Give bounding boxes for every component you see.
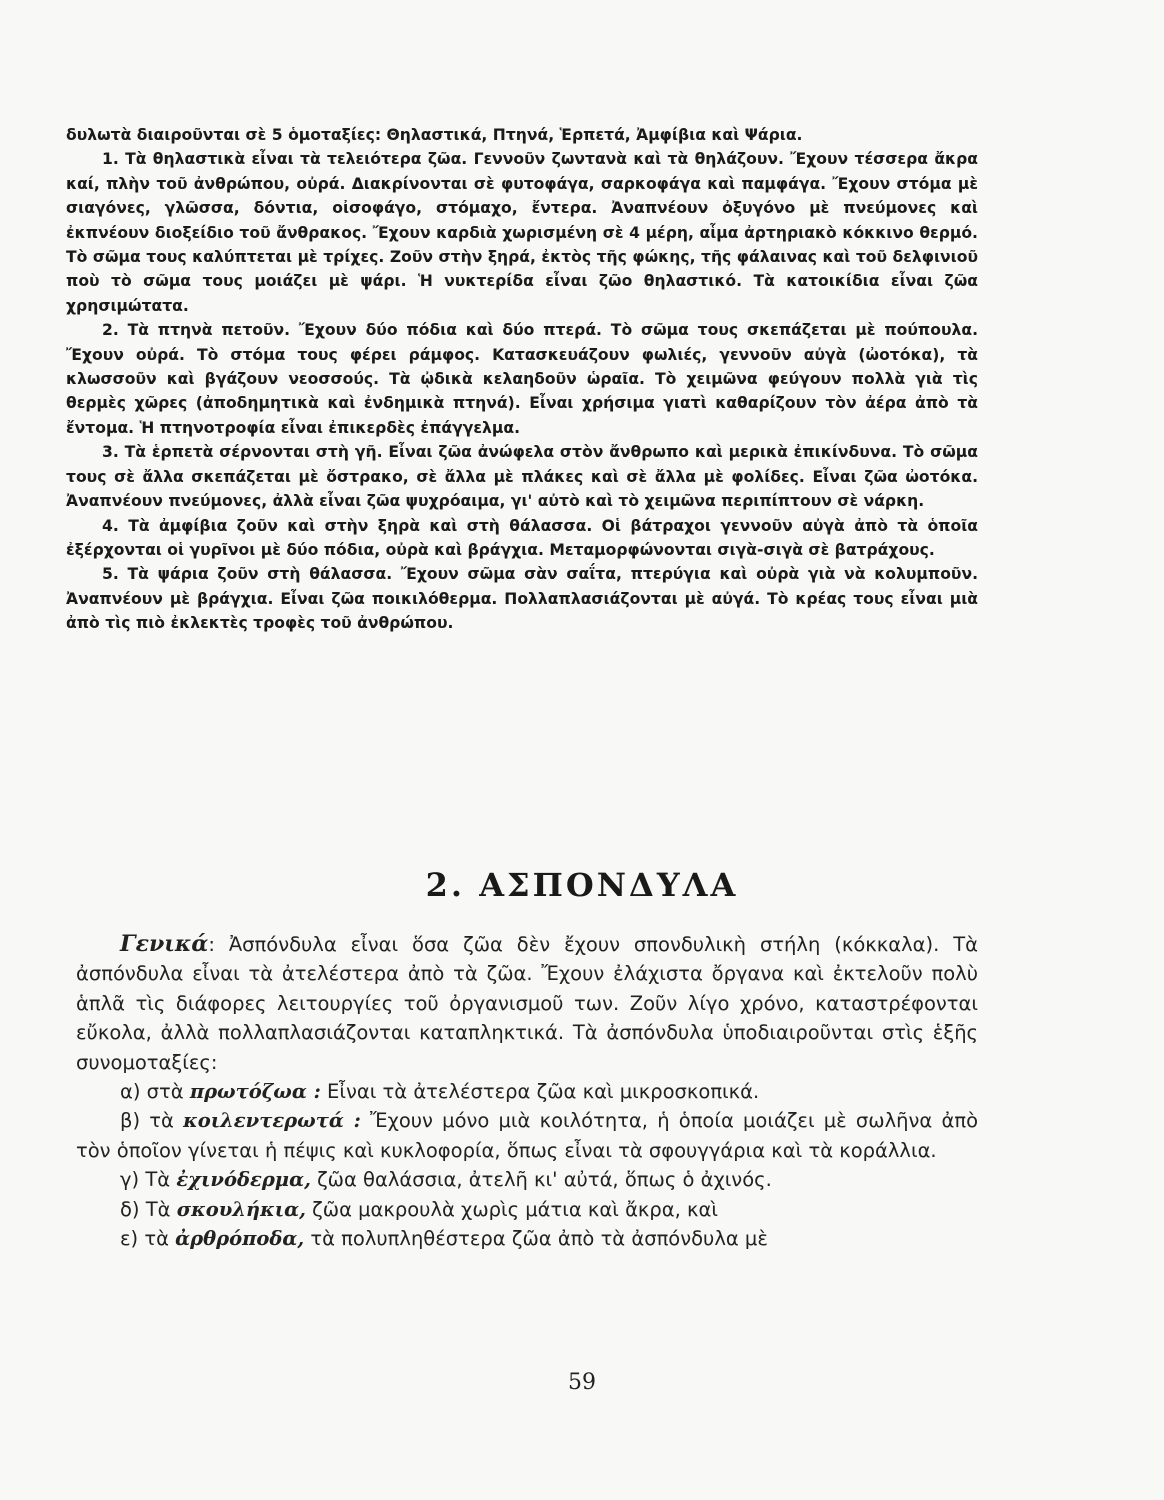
item-text: ζῶα θαλάσσια, ἀτελῆ κι' αὐτά, ὅπως ὁ ἀχινός. [310, 1168, 772, 1192]
section-heading: 2. ΑΣΠΟΝΔΥΛΑ [425, 866, 739, 904]
list-item-arthropods [76, 1224, 978, 1253]
lead-term: Γενικά [120, 931, 209, 957]
list-marker: δ) Τὰ [120, 1197, 177, 1221]
item-text: ζῶα μακρουλὰ χωρὶς μάτια καὶ ἄκρα, καὶ [305, 1197, 718, 1221]
item-text: Ἔχουν μόνο μιὰ κοιλότητα, ἡ ὁποία μοιάζει μὲ σωλῆνα ἀπὸ τὸν ὁποῖον γίνεται ἡ πέψις καὶ κυκλοφορία, ὅπως εἶναι τὰ σφουγγάρια καὶ τὰ κοράλλια. [76, 1109, 979, 1162]
list-item-protozoa [76, 1077, 978, 1106]
invertebrates-section [76, 930, 978, 1253]
term-echinoderms: ἐχινόδερμα, [176, 1168, 311, 1192]
item-text: τὰ πολυπληθέστερα ζῶα ἀπὸ τὰ ἀσπόνδυλα μὲ [304, 1227, 768, 1251]
item-text: Εἶναι τὰ ἀτελέστερα ζῶα καὶ μικροσκοπικά. [320, 1080, 760, 1104]
term-arthropods: ἀρθρόποδα, [175, 1227, 305, 1251]
list-marker: α) στὰ [120, 1080, 190, 1104]
list-marker: γ) Τὰ [120, 1168, 177, 1192]
term-coelenterates: κοιλεντερωτά : [183, 1109, 361, 1133]
list-marker: β) τὰ [120, 1109, 184, 1133]
vertebrates-section [66, 123, 978, 636]
term-worms: σκουλήκια, [176, 1197, 306, 1221]
paragraph-amphibians: 4. Τὰ ἀμφίβια ζοῦν καὶ στὴν ξηρὰ καὶ στὴ θάλασσα. Οἱ βάτραχοι γεννοῦν αὐγὰ ἀπὸ τὰ ὁποῖα ἐξέρχονται οἱ γυρῖνοι μὲ δύο πόδια, οὐρὰ καὶ βράγχια. Μεταμορφώνονται σιγὰ-σιγὰ σὲ βατράχους. [66, 516, 978, 559]
list-item-coelenterates [76, 1106, 978, 1165]
paragraph-reptiles: 3. Τὰ ἑρπετὰ σέρνονται στὴ γῆ. Εἶναι ζῶα ἀνώφελα στὸν ἄνθρωπο καὶ μερικὰ ἐπικίνδυνα. Τὸ σῶμα τους σὲ ἄλλα σκεπάζεται μὲ ὄστρακο, σὲ ἄλλα μὲ πλάκες καὶ σὲ ἄλλα μὲ φολίδες. Εἶναι ζῶα ὠοτόκα. Ἀναπνέουν πνεύμονες, ἀλλὰ εἶναι ζῶα ψυχρόαιμα, γι' αὐτὸ καὶ τὸ χειμῶνα περιπίπτουν σὲ νάρκη. [66, 443, 978, 511]
paragraph-birds: 2. Τὰ πτηνὰ πετοῦν. Ἔχουν δύο πόδια καὶ δύο πτερά. Τὸ σῶμα τους σκεπάζεται μὲ πούπουλα. Ἔχουν οὐρά. Τὸ στόμα τους φέρει ράμφος. Κατασκευάζουν φωλιές, γεννοῦν αὐγὰ (ὠοτόκα), τὰ κλωσσοῦν καὶ βγάζουν νεοσσούς. Τὰ ᾠδικὰ κελαηδοῦν ὡραῖα. Τὸ χειμῶνα φεύγουν πολλὰ γιὰ τὶς θερμὲς χῶρες (ἀποδημητικὰ καὶ ἐνδημικὰ πτηνά). Εἶναι χρήσιμα γιατὶ καθαρίζουν τὸν ἀέρα ἀπὸ τὰ ἔντομα. Ἡ πτηνοτροφία εἶναι ἐπικερδὲς ἐπάγγελμα. [66, 321, 978, 437]
list-item-echinoderms [76, 1165, 978, 1194]
paragraph-intro: δυλωτὰ διαιροῦνται σὲ 5 ὁμοταξίες: Θηλαστικά, Πτηνά, Ἑρπετά, Ἀμφίβια καὶ Ψάρια. [66, 126, 803, 144]
list-item-worms [76, 1195, 978, 1224]
paragraph-fish: 5. Τὰ ψάρια ζοῦν στὴ θάλασσα. Ἔχουν σῶμα σὰν σαΐτα, πτερύγια καὶ οὐρὰ γιὰ νὰ κολυμποῦν. Ἀναπνέουν μὲ βράγχια. Εἶναι ζῶα ποικιλόθερμα. Πολλαπλασιάζονται μὲ αὐγά. Τὸ κρέας τους εἶναι μιὰ ἀπὸ τὶς πιὸ ἐκλεκτὲς τροφὲς τοῦ ἀνθρώπου. [66, 565, 978, 633]
page-number: 59 [568, 1370, 596, 1395]
list-marker: ε) τὰ [120, 1227, 176, 1251]
paragraph-general [76, 930, 978, 1077]
paragraph-mammals: 1. Τὰ θηλαστικὰ εἶναι τὰ τελειότερα ζῶα. Γεννοῦν ζωντανὰ καὶ τὰ θηλάζουν. Ἔχουν τέσσερα ἄκρα καί, πλὴν τοῦ ἀνθρώπου, οὐρά. Διακρίνονται σὲ φυτοφάγα, σαρκοφάγα καὶ παμφάγα. Ἔχουν στόμα μὲ σιαγόνες, γλῶσσα, δόντια, οἰσοφάγο, στόμαχο, ἔντερα. Ἀναπνέουν ὀξυγόνο μὲ πνεύμονες καὶ ἐκπνέουν διοξείδιο τοῦ ἄνθρακος. Ἔχουν καρδιὰ χωρισμένη σὲ 4 μέρη, αἷμα ἀρτηριακὸ κόκκινο θερμό. Τὸ σῶμα τους καλύπτεται μὲ τρίχες. Ζοῦν στὴν ξηρά, ἐκτὸς τῆς φώκης, τῆς φάλαινας καὶ τοῦ δελφινιοῦ ποὺ τὸ σῶμα τους μοιάζει μὲ ψάρι. Ἡ νυκτερίδα εἶναι ζῶο θηλαστικό. Τὰ κατοικίδια εἶναι ζῶα χρησιμώτατα. [66, 150, 978, 315]
general-text: : Ἀσπόνδυλα εἶναι ὅσα ζῶα δὲν ἔχουν σπονδυλικὴ στήλη (κόκκαλα). Τὰ ἀσπόνδυλα εἶναι τὰ ἀτελέστερα ἀπὸ τὰ ζῶα. Ἔχουν ἐλάχιστα ὄργανα καὶ ἐκτελοῦν πολὺ ἁπλᾶ τὶς διάφορες λειτουργίες τοῦ ὀργανισμοῦ των. Ζοῦν λίγο χρόνο, καταστρέφονται εὔκολα, ἀλλὰ πολλαπλασιάζονται καταπληκτικά. Τὰ ἀσπόνδυλα ὑποδιαιροῦνται στὶς ἑξῆς συνομοταξίες: [76, 933, 978, 1074]
term-protozoa: πρωτόζωα : [189, 1080, 321, 1104]
